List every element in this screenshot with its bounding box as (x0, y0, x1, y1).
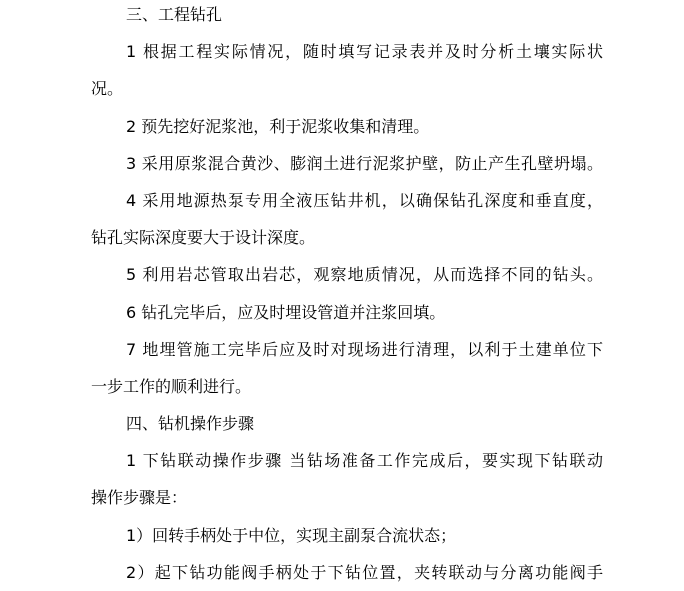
paragraph-line: 1）回转手柄处于中位，实现主副泵合流状态； (126, 525, 457, 545)
paragraph-line: 操作步骤是： (91, 488, 188, 508)
paragraph-line: 2 预先挖好泥浆池，利于泥浆收集和清理。 (126, 116, 430, 136)
paragraph-line: 5 利用岩芯管取出岩芯，观察地质情况，从而选择不同的钻头。 (126, 265, 603, 285)
paragraph-line: 一步工作的顺利进行。 (91, 376, 252, 396)
paragraph-line: 4 采用地源热泵专用全液压钻井机，以确保钻孔深度和垂直度， (126, 190, 603, 210)
paragraph-line: 钻孔实际深度要大于设计深度。 (91, 228, 316, 248)
paragraph-line: 3 采用原浆混合黄沙、膨润土进行泥浆护壁，防止产生孔壁坍塌。 (126, 153, 603, 173)
paragraph-line: 1 下钻联动操作步骤 当钻场准备工作完成后，要实现下钻联动 (126, 451, 603, 471)
section-heading: 三、工程钻孔 (126, 5, 223, 24)
paragraph-line: 况。 (91, 79, 124, 99)
section-heading: 四、钻机操作步骤 (126, 414, 255, 434)
paragraph-line: 2）起下钻功能阀手柄处于下钻位置，夹转联动与分离功能阀手 (126, 562, 603, 582)
document-body (91, 0, 603, 591)
paragraph-line: 1 根据工程实际情况，随时填写记录表并及时分析土壤实际状 (126, 42, 603, 62)
paragraph-line: 6 钻孔完毕后，应及时埋设管道并注浆回填。 (126, 302, 446, 322)
paragraph-line: 7 地埋管施工完毕后应及时对现场进行清理，以利于土建单位下 (126, 339, 603, 359)
